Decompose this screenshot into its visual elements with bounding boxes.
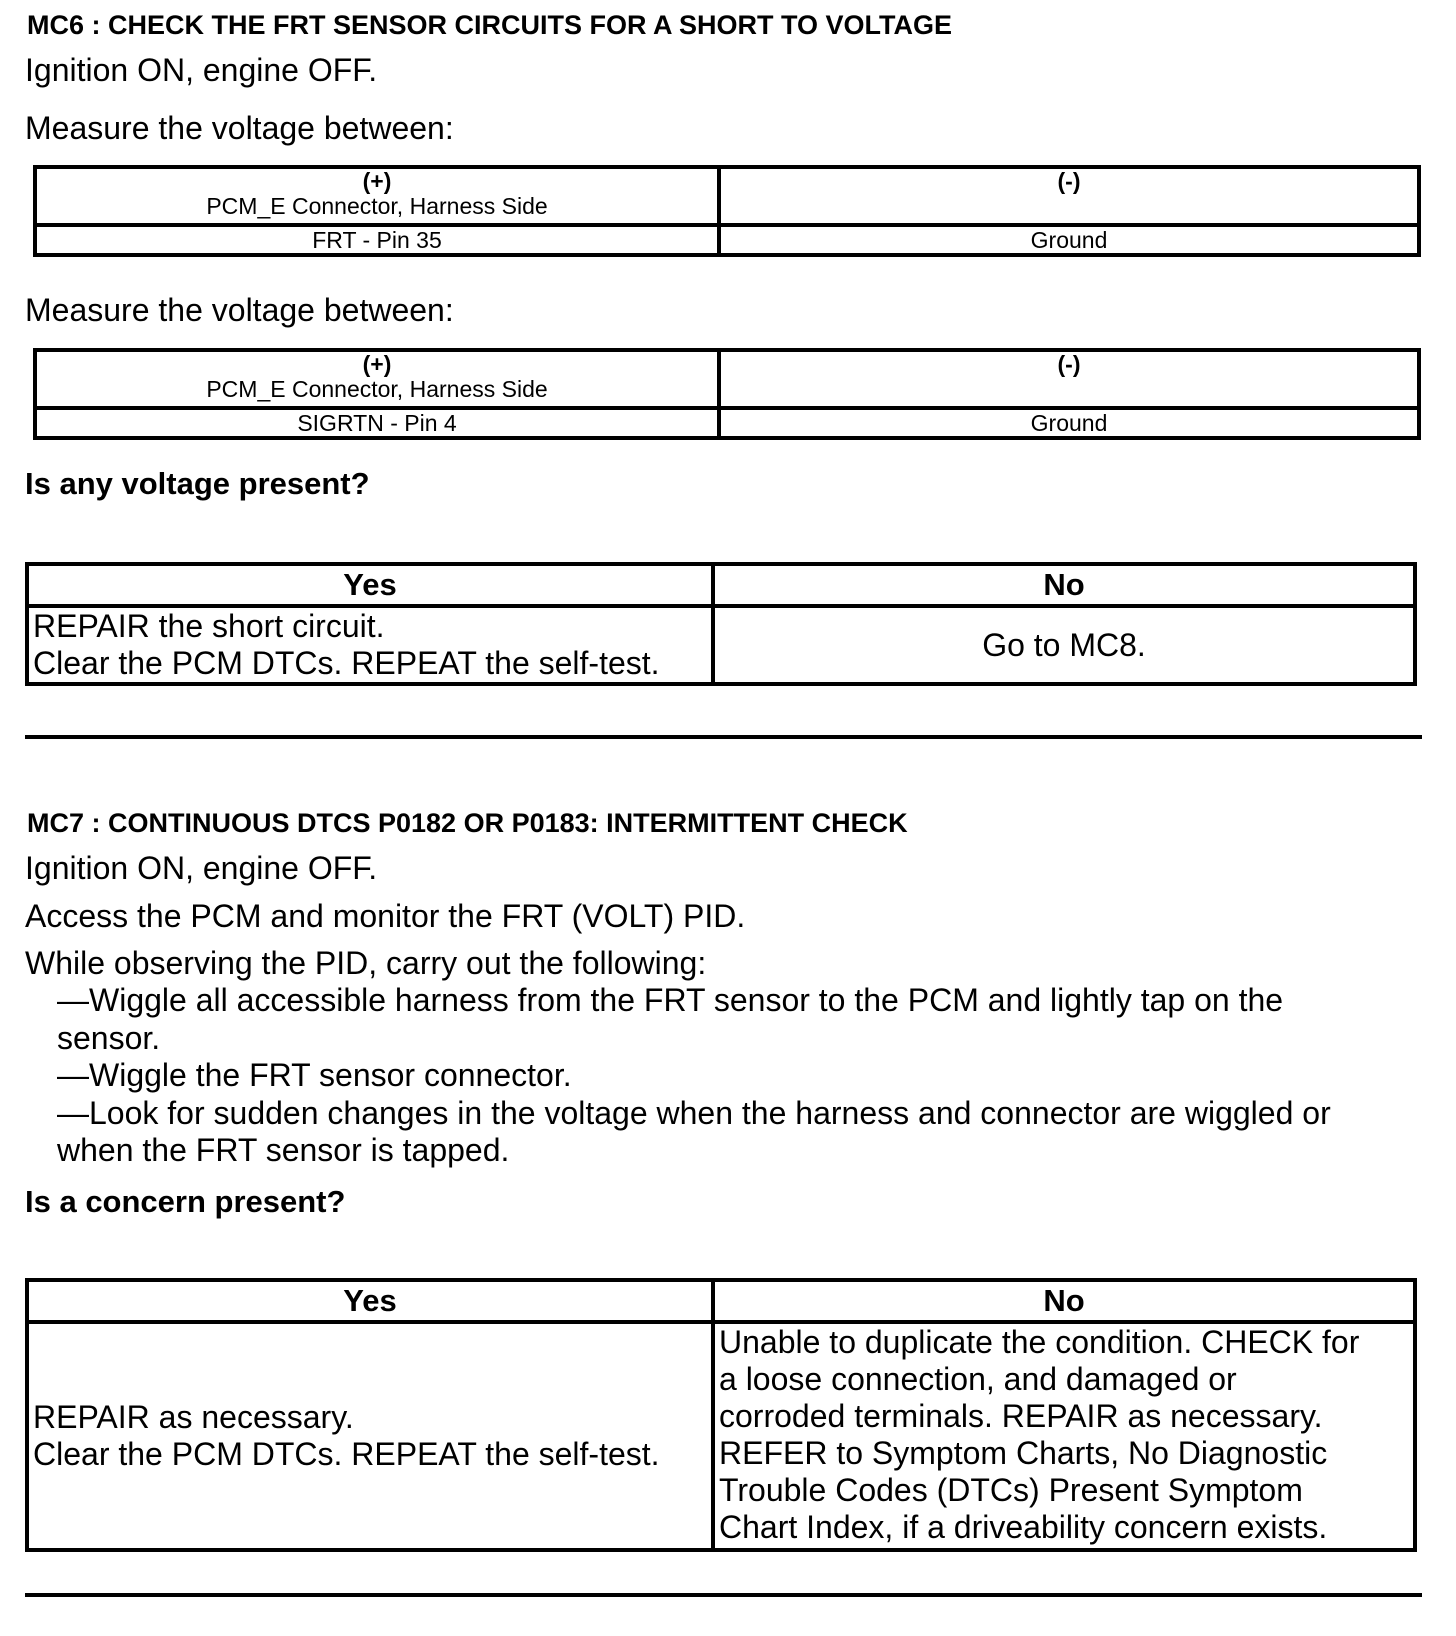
minus-header-cell (719, 167, 1419, 225)
plus-header-cell (35, 350, 719, 408)
mc6-measure2-label: Measure the voltage between: (25, 292, 454, 328)
yes-cell (27, 606, 713, 684)
mc6-ignition: Ignition ON, engine OFF. (25, 52, 378, 88)
minus-value: Ground (719, 225, 1419, 255)
no-line: Unable to duplicate the condition. CHECK for (719, 1324, 1360, 1360)
no-header: No (713, 1280, 1415, 1322)
mc6-heading: MC6 : CHECK THE FRT SENSOR CIRCUITS FOR A SHORT TO VOLTAGE (27, 10, 953, 40)
mc6-measure1-table (33, 165, 1421, 257)
plus-header: (+) (362, 351, 392, 377)
mc6-measure2-table (33, 348, 1421, 440)
mc6-result-table (25, 562, 1417, 686)
minus-header-cell (719, 350, 1419, 408)
section-divider (25, 735, 1422, 739)
no-line: REFER to Symptom Charts, No Diagnostic (719, 1435, 1328, 1471)
minus-header: (-) (1057, 168, 1081, 194)
yes-header: Yes (27, 1280, 713, 1322)
minus-header: (-) (1057, 351, 1081, 377)
mc6-question: Is any voltage present? (25, 466, 370, 501)
no-line: corroded terminals. REPAIR as necessary. (719, 1398, 1323, 1434)
minus-value: Ground (719, 408, 1419, 438)
step-line: sensor. (57, 1019, 161, 1056)
mc7-access: Access the PCM and monitor the FRT (VOLT) PID. (25, 898, 746, 934)
plus-header: (+) (362, 168, 392, 194)
yes-line: REPAIR the short circuit. (33, 608, 385, 644)
step-line: when the FRT sensor is tapped. (57, 1132, 510, 1168)
yes-header: Yes (27, 564, 713, 606)
mc7-question: Is a concern present? (25, 1184, 346, 1219)
mc7-while: While observing the PID, carry out the following: (25, 945, 707, 981)
plus-value: SIGRTN - Pin 4 (35, 408, 719, 438)
no-cell (713, 1322, 1415, 1550)
yes-line: Clear the PCM DTCs. REPEAT the self-test. (33, 1436, 660, 1472)
yes-line: REPAIR as necessary. (33, 1399, 354, 1435)
plus-subheader: PCM_E Connector, Harness Side (206, 193, 548, 219)
plus-value: FRT - Pin 35 (35, 225, 719, 255)
no-line: a loose connection, and damaged or (719, 1361, 1237, 1397)
step-line: —Look for sudden changes in the voltage when the harness and connector are wiggled or (57, 1094, 1331, 1131)
step-line: —Wiggle the FRT sensor connector. (57, 1057, 572, 1093)
mc6-measure1-label: Measure the voltage between: (25, 110, 454, 146)
mc7-result-table (25, 1278, 1417, 1552)
mc7-steps (57, 982, 1427, 1170)
no-cell: Go to MC8. (713, 606, 1415, 684)
no-line: Chart Index, if a driveability concern exists. (719, 1509, 1328, 1545)
yes-cell (27, 1322, 713, 1550)
mc7-ignition: Ignition ON, engine OFF. (25, 850, 378, 886)
no-header: No (713, 564, 1415, 606)
no-line: Trouble Codes (DTCs) Present Symptom (719, 1472, 1303, 1508)
mc7-heading: MC7 : CONTINUOUS DTCS P0182 OR P0183: INTERMITTENT CHECK (27, 808, 908, 838)
section-divider (25, 1593, 1422, 1597)
plus-header-cell (35, 167, 719, 225)
plus-subheader: PCM_E Connector, Harness Side (206, 376, 548, 402)
step-line: —Wiggle all accessible harness from the FRT sensor to the PCM and lightly tap on the (57, 982, 1284, 1018)
yes-line: Clear the PCM DTCs. REPEAT the self-test. (33, 645, 660, 681)
